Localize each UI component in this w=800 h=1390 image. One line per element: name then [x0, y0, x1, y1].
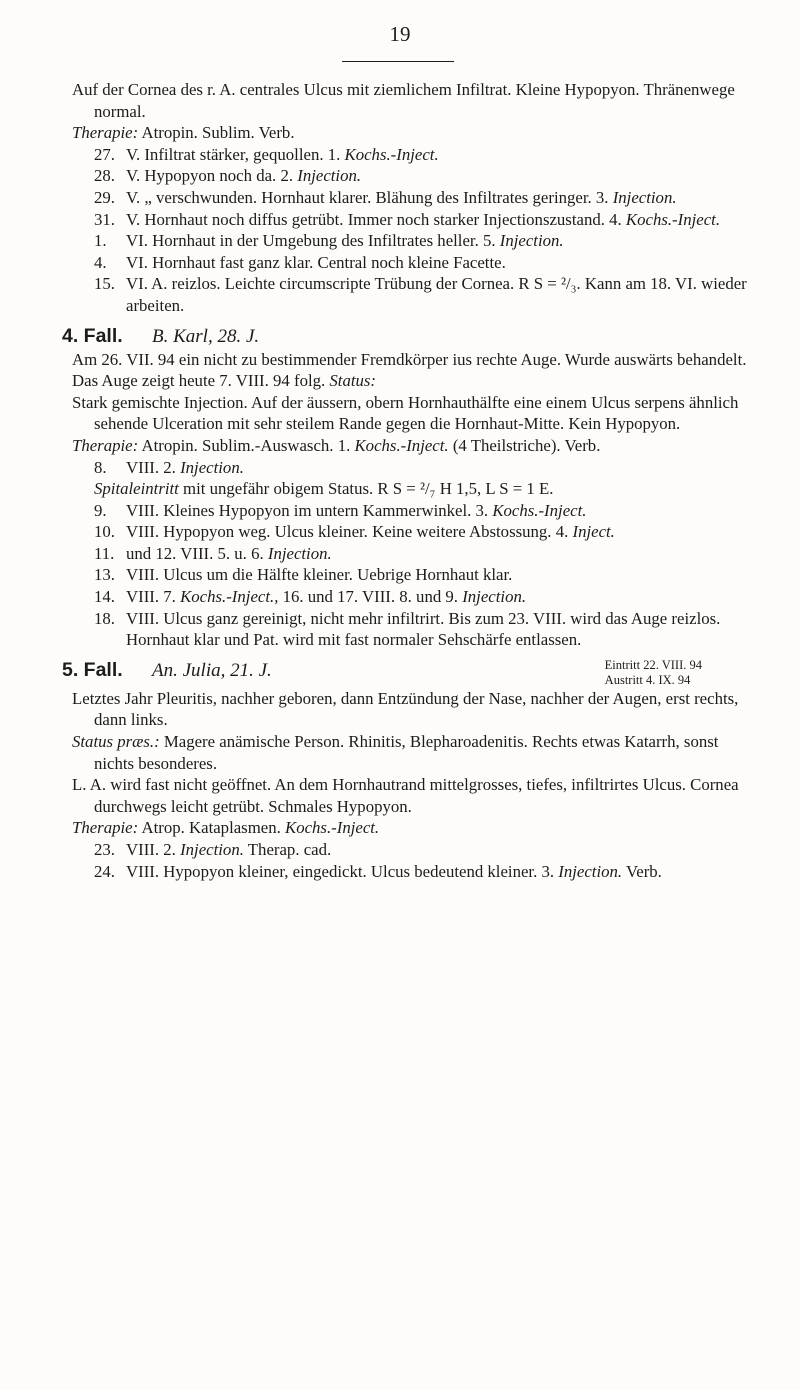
entry-8 — [72, 457, 762, 479]
entry-number: 11. — [94, 543, 115, 563]
patient-name: B. Karl, — [152, 325, 213, 347]
patient-name: An. Julia, — [152, 659, 226, 681]
entry-italic: Injection. — [180, 840, 244, 859]
therapy-text: Atropin. Sublim. Verb. — [138, 123, 295, 143]
therapy-label: Therapie: — [72, 435, 139, 455]
therapy-text: Atropin. Sublim.-Auswasch. 1. — [138, 435, 355, 455]
entry-italic: Kochs.-Inject. — [344, 144, 439, 164]
entry-31 — [72, 209, 762, 231]
therapy-label: Therapie: — [72, 818, 139, 838]
entry-27 — [72, 144, 762, 166]
entry-text-tail: Therap. cad. — [243, 840, 332, 859]
entry-text: VIII. Ulcus ganz gereinigt, nicht mehr infiltrirt. Bis zum 23. VIII. wird das Auge reizlos. Hornhaut klar und Pat. wird mit fast normaler Sehschärfe entlassen. — [126, 608, 721, 650]
entry-text: VIII. 2. — [126, 840, 181, 859]
entry-italic: Kochs.-Inject. — [625, 209, 721, 229]
entry-number: 1. — [94, 231, 107, 251]
entry-9 — [72, 500, 762, 522]
entry-italic: Injection. — [180, 457, 244, 477]
status-intro: Das Auge zeigt heute 7. VIII. 94 folg. — [72, 371, 330, 391]
spital-label: Spitaleintritt — [94, 479, 179, 499]
entry-italic: Kochs.-Inject., — [180, 587, 279, 607]
fall-4-history — [72, 349, 762, 371]
status-label: Status præs.: — [72, 732, 160, 752]
entry-italic: Injection. — [462, 587, 527, 607]
entry-13 — [72, 564, 762, 586]
fall-4-heading — [62, 324, 762, 349]
entry-italic: Inject. — [572, 522, 615, 542]
fall-label: 4. Fall. — [62, 324, 123, 347]
findings-text: Stark gemischte Injection. Auf der äussern, obern Hornhauthälfte eine einem Ulcus serpens ähnlich sehende Ulceration mit sehr steilem Rande gegen die Hornhaut-Mitte. Kein Hypopyon. — [72, 392, 739, 434]
entry-number: 15. — [94, 274, 115, 294]
header-rule — [342, 61, 454, 62]
therapy-tail: (4 Theilstriche). Verb. — [448, 435, 601, 455]
intro-paragraph — [72, 79, 762, 122]
entry-text: VIII. Ulcus um die Hälfte kleiner. Uebrige Hornhaut klar. — [126, 565, 513, 585]
fall-4-therapy — [72, 435, 762, 457]
entry-4 — [72, 252, 762, 274]
entry-1 — [72, 230, 762, 252]
entry-24 — [72, 861, 762, 883]
entry-text: VIII. 7. — [126, 587, 181, 607]
entry-number: 8. — [94, 457, 107, 477]
fall-5-heading — [62, 657, 762, 688]
entry-number: 31. — [94, 209, 115, 229]
fall-4-findings — [72, 392, 762, 435]
spital-text: mit ungefähr obigem Status. R S = ²/₇ H 1,5, L S = 1 E. — [178, 479, 554, 499]
entry-number: 18. — [94, 608, 115, 628]
entry-11 — [72, 543, 762, 565]
entry-text: V. Hypopyon noch da. 2. — [126, 166, 298, 186]
entry-number: 28. — [94, 166, 115, 186]
entry-number: 29. — [94, 187, 115, 207]
entry-text: und 12. VIII. 5. u. 6. — [126, 543, 268, 563]
austritt-date: Austritt 4. IX. 94 — [604, 672, 691, 687]
entry-28 — [72, 165, 762, 187]
entry-number: 10. — [94, 522, 115, 542]
entry-italic: Injection. — [297, 166, 362, 186]
entry-text: V. Hornhaut noch diffus getrübt. Immer noch starker Injectionszustand. 4. — [126, 209, 626, 229]
entry-text: V. „ verschwunden. Hornhaut klarer. Blähung des Infiltrates geringer. 3. — [126, 187, 613, 207]
patient-age: 28. J. — [212, 325, 260, 347]
entry-text: VIII. Hypopyon weg. Ulcus kleiner. Keine weitere Abstossung. 4. — [126, 522, 573, 542]
entry-italic: Kochs.-Inject. — [492, 500, 587, 520]
entry-text: VIII. Hypopyon kleiner, eingedickt. Ulcus bedeutend kleiner. 3. — [126, 861, 559, 881]
entry-number: 14. — [94, 587, 115, 607]
intro-text: Auf der Cornea des r. A. centrales Ulcus mit ziemlichem Infiltrat. Kleine Hypopyon. Thränenwege normal. — [72, 80, 735, 121]
admission-dates — [605, 658, 702, 688]
entry-number: 24. — [94, 861, 115, 881]
entry-italic: Kochs.-Inject. — [354, 435, 449, 455]
entry-number: 23. — [94, 840, 115, 859]
entry-number: 4. — [94, 252, 107, 272]
history-text: Am 26. VII. 94 ein nicht zu bestimmender Fremdkörper ius rechte Auge. Wurde auswärts behandelt. — [72, 349, 747, 369]
fall-5-status — [72, 731, 762, 774]
patient-age: 21. J. — [225, 659, 272, 681]
therapy-label: Therapie: — [72, 123, 139, 143]
entry-text: VIII. Kleines Hypopyon im untern Kammerwinkel. 3. — [126, 500, 493, 520]
entry-15 — [72, 273, 762, 316]
entry-10 — [72, 521, 762, 543]
history-text: Letztes Jahr Pleuritis, nachher geboren, dann Entzündung der Nase, nachher der Augen, erst rechts, dann links. — [72, 688, 739, 730]
fall-label: 5. Fall. — [62, 658, 123, 681]
fall-4-status-line — [72, 370, 762, 392]
entry-14 — [72, 586, 762, 608]
entry-18 — [72, 608, 762, 651]
fall-5-therapy — [72, 817, 762, 839]
entry-number: 9. — [94, 500, 107, 520]
fall-5-history — [72, 688, 762, 731]
entry-italic: Injection. — [558, 861, 623, 881]
entry-text: VI. A. reizlos. Leichte circumscripte Trübung der Cornea. R S = ²/₃. Kann am 18. VI. wieder arbeiten. — [126, 274, 747, 315]
eintritt-date: Eintritt 22. VIII. 94 — [604, 657, 702, 672]
page-number: 19 — [389, 22, 411, 46]
entry-italic: Injection. — [612, 187, 677, 207]
entry-text: VI. Hornhaut in der Umgebung des Infiltrates heller. 5. — [126, 231, 500, 251]
entry-italic: Kochs.-Inject. — [285, 818, 380, 838]
entry-29 — [72, 187, 762, 209]
entry-text: V. Infiltrat stärker, gequollen. 1. — [126, 144, 345, 164]
findings-text: L. A. wird fast nicht geöffnet. An dem Hornhautrand mittelgrosses, tiefes, infiltrirtes Ulcus. Cornea durchwegs leicht getrübt. Schmales Hypopyon. — [72, 775, 739, 816]
fall-5-findings — [72, 774, 762, 817]
entry-number: 13. — [94, 565, 115, 585]
entry-23 — [72, 839, 762, 861]
entry-text-tail: Verb. — [622, 861, 662, 881]
page-body — [62, 79, 762, 882]
spital-entry — [72, 478, 762, 500]
entry-number: 27. — [94, 144, 115, 164]
status-text: Magere anämische Person. Rhinitis, Blepharoadenitis. Rechts etwas Katarrh, sonst nichts besonderes. — [94, 732, 719, 773]
entry-text-tail: 16. und 17. VIII. 8. und 9. — [278, 587, 463, 607]
entry-text: VI. Hornhaut fast ganz klar. Central noch kleine Facette. — [126, 252, 506, 272]
status-label: Status: — [329, 371, 377, 391]
therapy-line — [72, 122, 762, 144]
therapy-text: Atrop. Kataplasmen. — [138, 818, 285, 838]
entry-text: VIII. 2. — [126, 457, 181, 477]
entry-italic: Injection. — [499, 231, 564, 251]
entry-italic: Injection. — [267, 543, 332, 563]
